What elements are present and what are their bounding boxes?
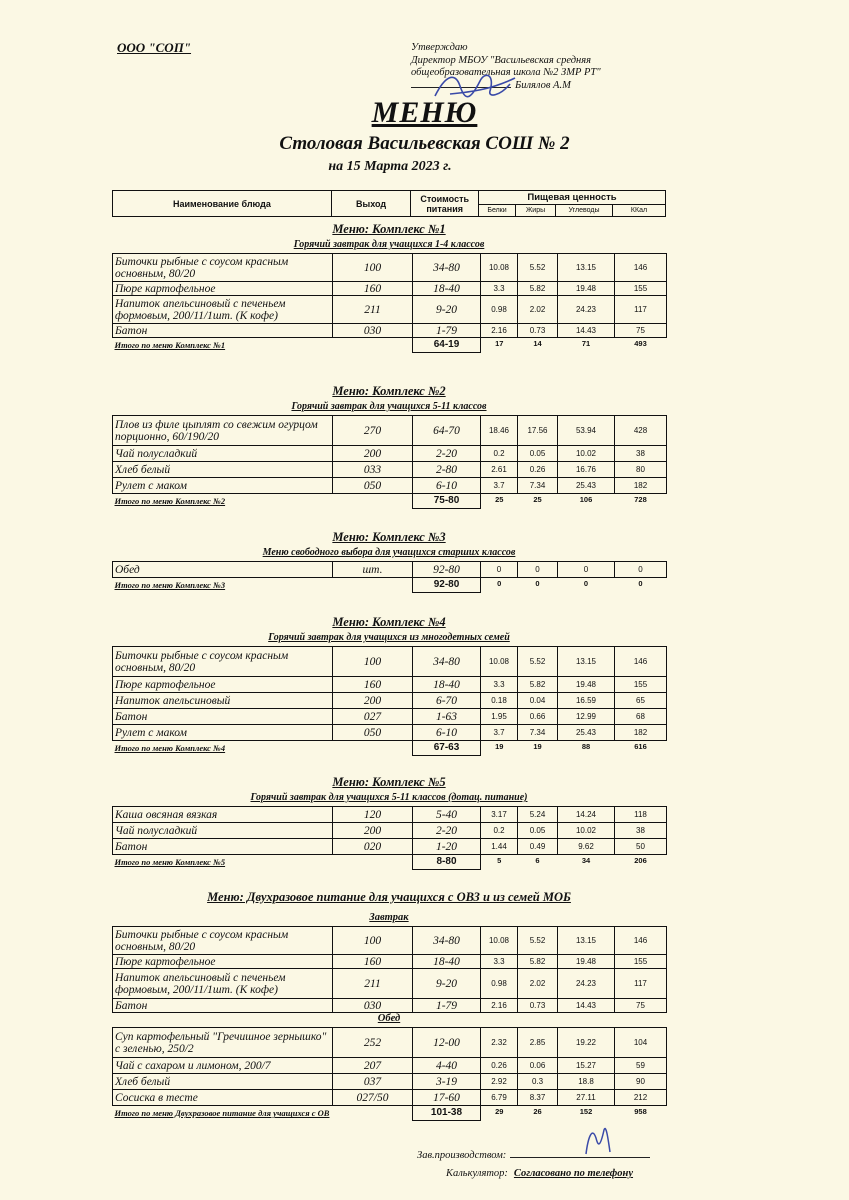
dish-carbs: 19.48 xyxy=(558,955,615,969)
section-subtitle: Горячий завтрак для учащихся 5-11 классов (дотац. питание) xyxy=(250,792,528,803)
table-row xyxy=(113,725,667,741)
table-row xyxy=(113,1058,667,1074)
dish-output: 160 xyxy=(333,282,413,296)
lunch-table xyxy=(112,1027,667,1121)
total-spacer xyxy=(333,741,413,756)
dish-output: 207 xyxy=(333,1058,413,1074)
total-kcal: 0 xyxy=(638,579,643,588)
table-row xyxy=(113,282,667,296)
organization-name: ООО "СОП" xyxy=(117,40,192,55)
dish-cost: 17-60 xyxy=(413,1090,481,1106)
dish-fats: 5.82 xyxy=(518,955,558,969)
dish-proteins: 10.08 xyxy=(481,927,518,955)
total-row xyxy=(113,494,667,509)
total-cost: 8-80 xyxy=(413,855,481,870)
dish-kcal: 80 xyxy=(615,462,667,478)
dish-carbs: 10.02 xyxy=(558,823,615,839)
dish-carbs: 53.94 xyxy=(558,416,615,446)
total-label: Итого по меню Комплекс №4 xyxy=(114,743,226,754)
dish-output: шт. xyxy=(333,562,413,578)
dish-proteins: 18.46 xyxy=(481,416,518,446)
dish-cost: 6-10 xyxy=(413,478,481,494)
table-row xyxy=(113,296,667,324)
dish-output: 270 xyxy=(333,416,413,446)
dish-proteins: 6.79 xyxy=(481,1090,518,1106)
dish-fats: 0.73 xyxy=(518,324,558,338)
total-row xyxy=(113,741,667,756)
dish-kcal: 90 xyxy=(615,1074,667,1090)
total-kcal: 206 xyxy=(634,856,647,865)
table-row xyxy=(113,324,667,338)
dish-proteins: 0.98 xyxy=(481,296,518,324)
dish-output: 027 xyxy=(333,709,413,725)
dish-table xyxy=(112,646,667,756)
dish-kcal: 155 xyxy=(615,955,667,969)
dish-kcal: 146 xyxy=(615,927,667,955)
total-cost: 75-80 xyxy=(413,494,481,509)
two-meal-section xyxy=(112,890,666,1121)
dish-output: 033 xyxy=(333,462,413,478)
dish-proteins: 2.16 xyxy=(481,999,518,1013)
dish-cost: 6-10 xyxy=(413,725,481,741)
dish-output: 050 xyxy=(333,725,413,741)
total-kcal: 493 xyxy=(634,339,647,348)
dish-kcal: 38 xyxy=(615,446,667,462)
total-spacer xyxy=(333,494,413,509)
table-row xyxy=(113,647,667,677)
section-title: Меню: Комплекс №1 xyxy=(332,222,446,236)
total-spacer xyxy=(333,1106,413,1121)
dish-cost: 64-70 xyxy=(413,416,481,446)
dish-carbs: 18.8 xyxy=(558,1074,615,1090)
calculator-label: Калькулятор: xyxy=(446,1168,508,1179)
section-title: Меню: Комплекс №5 xyxy=(332,775,446,789)
total-fats: 19 xyxy=(533,742,542,751)
dish-name: Чай полусладкий xyxy=(113,823,333,839)
dish-proteins: 0.2 xyxy=(481,446,518,462)
section-title: Меню: Комплекс №2 xyxy=(332,384,446,398)
dish-carbs: 16.59 xyxy=(558,693,615,709)
table-row xyxy=(113,999,667,1013)
dish-carbs: 24.23 xyxy=(558,296,615,324)
menu-date: на 15 Марта 2023 г. xyxy=(328,159,452,174)
breakfast-table xyxy=(112,926,667,1013)
total-row xyxy=(113,338,667,353)
section-subtitle: Горячий завтрак для учащихся 1-4 классов xyxy=(293,239,485,250)
dish-cost: 1-63 xyxy=(413,709,481,725)
total-row xyxy=(113,578,667,593)
total-cost: 64-19 xyxy=(413,338,481,353)
dish-kcal: 104 xyxy=(615,1028,667,1058)
dish-carbs: 14.24 xyxy=(558,807,615,823)
dish-name: Напиток апельсиновый с печеньем формовым, 200/11/1шт. (К кофе) xyxy=(113,969,333,999)
col-kcal: ККал xyxy=(630,207,648,214)
dish-name: Обед xyxy=(113,562,333,578)
dish-cost: 3-19 xyxy=(413,1074,481,1090)
total-kcal: 616 xyxy=(634,742,647,751)
dish-kcal: 212 xyxy=(615,1090,667,1106)
menu-section xyxy=(112,775,666,870)
dish-output: 211 xyxy=(333,296,413,324)
dish-fats: 0 xyxy=(518,562,558,578)
dish-proteins: 2.32 xyxy=(481,1028,518,1058)
dish-name: Батон xyxy=(113,999,333,1013)
col-carbs: Углеводы xyxy=(556,205,613,216)
total-fats: 14 xyxy=(533,339,542,348)
dish-name: Напиток апельсиновый xyxy=(113,693,333,709)
dish-name: Батон xyxy=(113,324,333,338)
total-kcal: 728 xyxy=(634,495,647,504)
table-row xyxy=(113,446,667,462)
dish-carbs: 14.43 xyxy=(558,999,615,1013)
dish-kcal: 50 xyxy=(615,839,667,855)
dish-cost: 1-79 xyxy=(413,324,481,338)
dish-name: Чай с сахаром и лимоном, 200/7 xyxy=(113,1058,333,1074)
dish-proteins: 0 xyxy=(481,562,518,578)
dish-carbs: 25.43 xyxy=(558,478,615,494)
table-row xyxy=(113,807,667,823)
col-nutrition-header xyxy=(479,191,665,216)
dish-fats: 0.05 xyxy=(518,823,558,839)
total-spacer xyxy=(333,855,413,870)
dish-fats: 5.52 xyxy=(518,254,558,282)
dish-fats: 17.56 xyxy=(518,416,558,446)
page-title: МЕНЮ xyxy=(371,96,478,129)
dish-name: Каша овсяная вязкая xyxy=(113,807,333,823)
total-fats: 25 xyxy=(533,495,542,504)
table-row xyxy=(113,839,667,855)
total-carbs: 88 xyxy=(581,742,591,751)
dish-output: 120 xyxy=(333,807,413,823)
director-name: Билялов А.М xyxy=(515,79,571,91)
dish-carbs: 12.99 xyxy=(558,709,615,725)
dish-fats: 2.02 xyxy=(518,969,558,999)
approval-line: Утверждаю xyxy=(411,42,468,53)
dish-fats: 5.52 xyxy=(518,647,558,677)
dish-kcal: 75 xyxy=(615,999,667,1013)
total-proteins: 29 xyxy=(495,1107,504,1116)
dish-cost: 34-80 xyxy=(413,254,481,282)
manager-label: Зав.производством: xyxy=(417,1150,507,1161)
total-proteins: 25 xyxy=(495,495,504,504)
total-label: Итого по меню Комплекс №2 xyxy=(114,496,226,507)
dish-name: Батон xyxy=(113,709,333,725)
total-cost: 67-63 xyxy=(413,741,481,756)
dish-name: Хлеб белый xyxy=(113,462,333,478)
dish-proteins: 2.16 xyxy=(481,324,518,338)
dish-name: Рулет с маком xyxy=(113,478,333,494)
dish-fats: 2.85 xyxy=(518,1028,558,1058)
table-row xyxy=(113,462,667,478)
dish-output: 100 xyxy=(333,254,413,282)
dish-carbs: 27.11 xyxy=(558,1090,615,1106)
dish-proteins: 1.44 xyxy=(481,839,518,855)
dish-output: 027/50 xyxy=(333,1090,413,1106)
table-row xyxy=(113,478,667,494)
total-row xyxy=(113,855,667,870)
dish-carbs: 13.15 xyxy=(558,254,615,282)
section-subtitle: Горячий завтрак для учащихся из многодетных семей xyxy=(268,632,510,643)
dish-proteins: 2.92 xyxy=(481,1074,518,1090)
dish-carbs: 16.76 xyxy=(558,462,615,478)
dish-kcal: 65 xyxy=(615,693,667,709)
dish-table xyxy=(112,415,667,509)
dish-carbs: 13.15 xyxy=(558,647,615,677)
dish-output: 100 xyxy=(333,927,413,955)
total-proteins: 0 xyxy=(497,579,502,588)
dish-name: Хлеб белый xyxy=(113,1074,333,1090)
dish-table xyxy=(112,561,667,593)
dish-output: 160 xyxy=(333,677,413,693)
dish-kcal: 68 xyxy=(615,709,667,725)
col-fats: Жиры xyxy=(516,205,556,216)
table-row xyxy=(113,1074,667,1090)
col-cost-line1: Стоимость xyxy=(420,193,470,204)
dish-fats: 0.26 xyxy=(518,462,558,478)
total-carbs: 34 xyxy=(581,856,591,865)
dish-kcal: 146 xyxy=(615,647,667,677)
table-row xyxy=(113,1090,667,1106)
table-row xyxy=(113,254,667,282)
dish-kcal: 155 xyxy=(615,677,667,693)
total-fats: 0 xyxy=(535,579,540,588)
total-kcal: 958 xyxy=(634,1107,647,1116)
dish-fats: 8.37 xyxy=(518,1090,558,1106)
total-cost: 101-38 xyxy=(413,1106,481,1121)
dish-proteins: 2.61 xyxy=(481,462,518,478)
dish-carbs: 13.15 xyxy=(558,927,615,955)
dish-carbs: 19.22 xyxy=(558,1028,615,1058)
dish-name: Батон xyxy=(113,839,333,855)
dish-name: Биточки рыбные с соусом красным основным, 80/20 xyxy=(113,647,333,677)
dish-kcal: 182 xyxy=(615,478,667,494)
dish-cost: 18-40 xyxy=(413,955,481,969)
dish-output: 030 xyxy=(333,324,413,338)
col-cost-header xyxy=(411,191,479,216)
table-row xyxy=(113,562,667,578)
dish-proteins: 10.08 xyxy=(481,647,518,677)
dish-carbs: 15.27 xyxy=(558,1058,615,1074)
dish-name: Пюре картофельное xyxy=(113,955,333,969)
dish-kcal: 38 xyxy=(615,823,667,839)
dish-cost: 9-20 xyxy=(413,296,481,324)
dish-cost: 5-40 xyxy=(413,807,481,823)
total-spacer xyxy=(333,338,413,353)
dish-output: 200 xyxy=(333,693,413,709)
dish-proteins: 0.18 xyxy=(481,693,518,709)
section-title: Меню: Комплекс №3 xyxy=(332,530,446,544)
total-spacer xyxy=(333,578,413,593)
table-row xyxy=(113,969,667,999)
col-proteins: Белки xyxy=(479,205,516,216)
menu-section xyxy=(112,222,666,353)
table-row xyxy=(113,955,667,969)
table-row xyxy=(113,677,667,693)
total-label: Итого по меню Комплекс №1 xyxy=(114,340,226,351)
dish-carbs: 9.62 xyxy=(558,839,615,855)
dish-table xyxy=(112,806,667,870)
dish-name: Суп картофельный "Гречишное зернышко" с зеленью, 250/2 xyxy=(113,1028,333,1058)
dish-output: 200 xyxy=(333,446,413,462)
total-proteins: 5 xyxy=(497,856,502,865)
table-row xyxy=(113,416,667,446)
col-cost-line2: питания xyxy=(426,203,463,214)
dish-cost: 4-40 xyxy=(413,1058,481,1074)
dish-fats: 0.73 xyxy=(518,999,558,1013)
dish-cost: 12-00 xyxy=(413,1028,481,1058)
total-cost: 92-80 xyxy=(413,578,481,593)
dish-cost: 34-80 xyxy=(413,927,481,955)
dish-cost: 2-20 xyxy=(413,823,481,839)
dish-cost: 1-79 xyxy=(413,999,481,1013)
total-label: Итого по меню Комплекс №5 xyxy=(114,857,226,868)
dish-cost: 6-70 xyxy=(413,693,481,709)
dish-fats: 5.24 xyxy=(518,807,558,823)
column-header xyxy=(112,190,666,217)
dish-kcal: 155 xyxy=(615,282,667,296)
dish-kcal: 75 xyxy=(615,324,667,338)
table-row xyxy=(113,709,667,725)
dish-name: Напиток апельсиновый с печеньем формовым, 200/11/1шт. (К кофе) xyxy=(113,296,333,324)
dish-output: 211 xyxy=(333,969,413,999)
col-output-header: Выход xyxy=(332,191,412,216)
section-subtitle: Горячий завтрак для учащихся 5-11 классов xyxy=(291,401,487,412)
total-proteins: 17 xyxy=(495,339,504,348)
dish-proteins: 10.08 xyxy=(481,254,518,282)
dish-cost: 2-20 xyxy=(413,446,481,462)
calculator-block xyxy=(446,1168,633,1179)
total-carbs: 0 xyxy=(583,579,589,588)
dish-proteins: 0.26 xyxy=(481,1058,518,1074)
dish-fats: 7.34 xyxy=(518,725,558,741)
dish-fats: 0.06 xyxy=(518,1058,558,1074)
total-carbs: 71 xyxy=(581,339,591,348)
dish-output: 252 xyxy=(333,1028,413,1058)
dish-proteins: 1.95 xyxy=(481,709,518,725)
nutrition-label: Пищевая ценность xyxy=(479,191,665,205)
dish-kcal: 428 xyxy=(615,416,667,446)
dish-cost: 34-80 xyxy=(413,647,481,677)
breakfast-label: Завтрак xyxy=(369,912,409,923)
dish-output: 160 xyxy=(333,955,413,969)
dish-output: 100 xyxy=(333,647,413,677)
dish-name: Биточки рыбные с соусом красным основным, 80/20 xyxy=(113,927,333,955)
dish-name: Биточки рыбные с соусом красным основным, 80/20 xyxy=(113,254,333,282)
dish-cost: 18-40 xyxy=(413,677,481,693)
dish-fats: 2.02 xyxy=(518,296,558,324)
menu-section xyxy=(112,530,666,593)
lunch-label: Обед xyxy=(377,1013,401,1024)
dish-proteins: 3.3 xyxy=(481,955,518,969)
dish-output: 050 xyxy=(333,478,413,494)
dish-output: 200 xyxy=(333,823,413,839)
dish-proteins: 3.3 xyxy=(481,677,518,693)
table-row xyxy=(113,693,667,709)
dish-fats: 0.49 xyxy=(518,839,558,855)
dish-fats: 0.3 xyxy=(518,1074,558,1090)
dish-fats: 7.34 xyxy=(518,478,558,494)
total-carbs: 106 xyxy=(579,495,593,504)
dish-kcal: 146 xyxy=(615,254,667,282)
dish-cost: 18-40 xyxy=(413,282,481,296)
section-subtitle: Меню свободного выбора для учащихся старших классов xyxy=(262,547,516,558)
dish-fats: 5.52 xyxy=(518,927,558,955)
table-row xyxy=(113,823,667,839)
dish-proteins: 0.2 xyxy=(481,823,518,839)
dish-carbs: 19.48 xyxy=(558,282,615,296)
dish-name: Пюре картофельное xyxy=(113,677,333,693)
dish-cost: 1-20 xyxy=(413,839,481,855)
dish-table xyxy=(112,253,667,353)
col-name-header: Наименование блюда xyxy=(113,191,332,216)
dish-kcal: 118 xyxy=(615,807,667,823)
dish-carbs: 25.43 xyxy=(558,725,615,741)
dish-kcal: 59 xyxy=(615,1058,667,1074)
calculator-value: Согласовано по телефону xyxy=(513,1168,634,1179)
total-label: Итого по меню Комплекс №3 xyxy=(114,580,226,591)
dish-fats: 0.04 xyxy=(518,693,558,709)
dish-proteins: 3.3 xyxy=(481,282,518,296)
total-fats: 26 xyxy=(533,1107,542,1116)
menu-section xyxy=(112,384,666,509)
dish-kcal: 117 xyxy=(615,969,667,999)
dish-name: Чай полусладкий xyxy=(113,446,333,462)
section-title: Меню: Комплекс №4 xyxy=(332,615,446,629)
dish-name: Сосиска в тесте xyxy=(113,1090,333,1106)
dish-fats: 5.82 xyxy=(518,677,558,693)
dish-carbs: 0 xyxy=(558,562,615,578)
total-fats: 6 xyxy=(535,856,540,865)
dish-output: 037 xyxy=(333,1074,413,1090)
dish-fats: 5.82 xyxy=(518,282,558,296)
dish-cost: 2-80 xyxy=(413,462,481,478)
section-title: Меню: Двухразовое питание для учащихся с ОВЗ и из семей МОБ xyxy=(207,890,571,904)
manager-signature xyxy=(578,1118,618,1158)
total-carbs: 152 xyxy=(579,1107,593,1116)
dish-proteins: 3.7 xyxy=(481,725,518,741)
dish-fats: 0.05 xyxy=(518,446,558,462)
approval-line: общеобразовательная школа №2 ЗМР РТ" xyxy=(411,67,601,78)
dish-kcal: 117 xyxy=(615,296,667,324)
menu-section xyxy=(112,615,666,756)
dish-proteins: 3.7 xyxy=(481,478,518,494)
dish-name: Плов из филе цыплят со свежим огурцом порционно, 60/190/20 xyxy=(113,416,333,446)
dish-carbs: 19.48 xyxy=(558,677,615,693)
dish-name: Рулет с маком xyxy=(113,725,333,741)
table-row xyxy=(113,1028,667,1058)
dish-output: 020 xyxy=(333,839,413,855)
table-row xyxy=(113,927,667,955)
dish-kcal: 0 xyxy=(615,562,667,578)
total-label: Итого по меню Двухразовое питание для учащихся с ОВ xyxy=(114,1108,330,1119)
dish-carbs: 14.43 xyxy=(558,324,615,338)
dish-carbs: 24.23 xyxy=(558,969,615,999)
dish-output: 030 xyxy=(333,999,413,1013)
dish-fats: 0.66 xyxy=(518,709,558,725)
total-proteins: 19 xyxy=(495,742,504,751)
canteen-title: Столовая Васильевская СОШ № 2 xyxy=(279,133,570,154)
dish-proteins: 0.98 xyxy=(481,969,518,999)
approval-line: Директор МБОУ "Васильевская средняя xyxy=(411,54,592,66)
dish-cost: 9-20 xyxy=(413,969,481,999)
dish-carbs: 10.02 xyxy=(558,446,615,462)
dish-cost: 92-80 xyxy=(413,562,481,578)
dish-proteins: 3.17 xyxy=(481,807,518,823)
dish-kcal: 182 xyxy=(615,725,667,741)
dish-name: Пюре картофельное xyxy=(113,282,333,296)
